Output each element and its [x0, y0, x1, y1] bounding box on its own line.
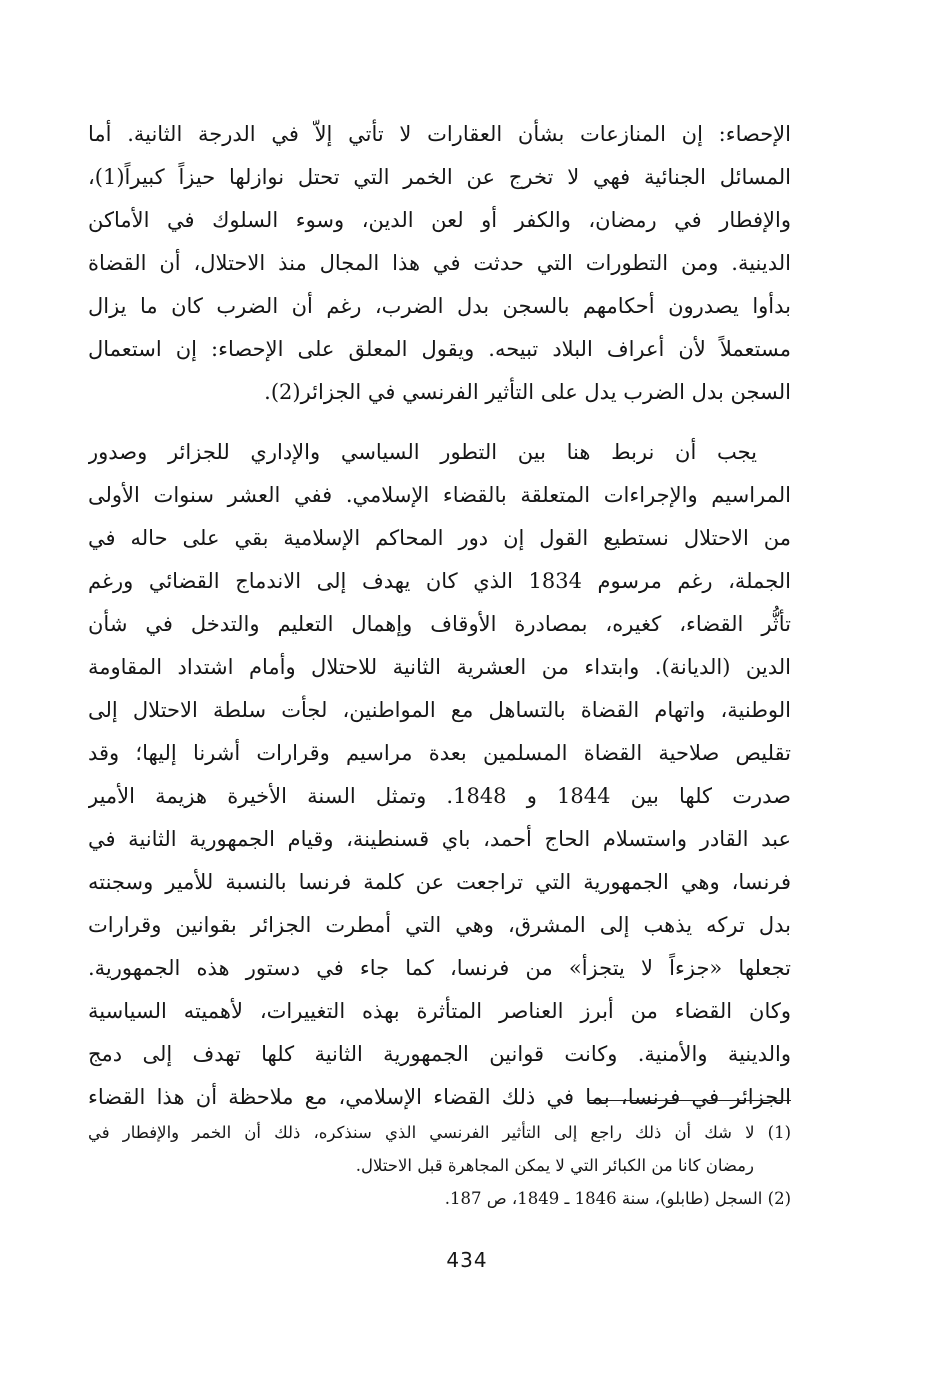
text-line: صدرت كلها بين 1844 و 1848. وتمثل السنة الأخيرة هزيمة الأمير	[88, 784, 791, 808]
text-line: مستعملاً لأن أعراف البلاد تبيحه. ويقول المعلق على الإحصاء: إن استعمال	[88, 337, 791, 361]
text-line: تجعلها «جزءاً لا يتجزأ» من فرنسا، كما جاء في دستور هذه الجمهورية.	[88, 956, 791, 980]
text-line: الإحصاء: إن المنازعات بشأن العقارات لا تأتي إلاّ في الدرجة الثانية. أما	[88, 122, 791, 146]
footnote-1-line-1: (1) لا شك أن ذلك راجع إلى التأثير الفرنسي الذي سنذكره، ذلك أن الخمر والإفطار في	[88, 1123, 791, 1142]
text-line: عبد القادر واستسلام الحاج أحمد، باي قسنطينة، وقيام الجمهورية الثانية في	[88, 827, 791, 851]
text-line: فرنسا، وهي الجمهورية التي تراجعت عن كلمة فرنسا بالنسبة للأمير وسجنته	[88, 870, 791, 894]
text-line: الدين (الديانة). وابتداء من العشرية الثانية للاحتلال وأمام اشتداد المقاومة	[88, 655, 791, 679]
text-line: والدينية والأمنية. وكانت قوانين الجمهورية الثانية كلها تهدف إلى دمج	[88, 1042, 791, 1066]
footnote-1-line-2: رمضان كانا من الكبائر التي لا يمكن المجاهرة قبل الاحتلال.	[355, 1156, 754, 1175]
text-line: الجزائر في فرنسا، بما في ذلك القضاء الإسلامي، مع ملاحظة أن هذا القضاء	[88, 1085, 791, 1109]
footnote-2: (2) السجل (طابلو)، سنة 1846 ـ 1849، ص 187.	[444, 1189, 791, 1208]
text-line: السجن بدل الضرب يدل على التأثير الفرنسي في الجزائر(2).	[264, 380, 791, 404]
text-line: بدأوا يصدرون أحكامهم بالسجن بدل الضرب، رغم أن الضرب كان ما يزال	[88, 294, 791, 318]
text-line: المسائل الجنائية فهي لا تخرج عن الخمر التي تحتل نوازلها حيزاً كبيراً(1)،	[88, 165, 791, 189]
footnotes	[88, 1116, 791, 1215]
text-line: الوطنية، واتهام القضاة بالتساهل مع المواطنين، لجأت سلطة الاحتلال إلى	[88, 698, 791, 722]
text-line: بدل تركه يذهب إلى المشرق، وهي التي أمطرت الجزائر بقوانين وقرارات	[88, 913, 791, 937]
paragraph-1	[88, 113, 791, 414]
text-line: المراسيم والإجراءات المتعلقة بالقضاء الإسلامي. ففي العشر سنوات الأولى	[88, 483, 791, 507]
text-line: الدينية. ومن التطورات التي حدثت في هذا المجال منذ الاحتلال، أن القضاة	[88, 251, 791, 275]
text-line: تقليص صلاحية القضاة المسلمين بعدة مراسيم وقرارات أشرنا إليها؛ وقد	[88, 741, 791, 765]
text-line: يجب أن نربط هنا بين التطور السياسي والإداري للجزائر وصدور	[88, 440, 757, 464]
text-line: والإفطار في رمضان، والكفر أو لعن الدين، وسوء السلوك في الأماكن	[88, 208, 791, 232]
paragraph-2	[88, 431, 791, 1119]
text-line: تأثُّر القضاء، كغيره، بمصادرة الأوقاف وإهمال التعليم والتدخل في شأن	[88, 612, 791, 636]
footnote-divider	[588, 1100, 791, 1101]
text-line: وكان القضاء من أبرز العناصر المتأثرة بهذه التغييرات، لأهميته السياسية	[88, 999, 791, 1023]
page-number: 434	[446, 1248, 488, 1272]
text-line: الجملة، رغم مرسوم 1834 الذي كان يهدف إلى الاندماج القضائي ورغم	[88, 569, 791, 593]
text-line: من الاحتلال نستطيع القول إن دور المحاكم الإسلامية بقي على حاله في	[88, 526, 791, 550]
